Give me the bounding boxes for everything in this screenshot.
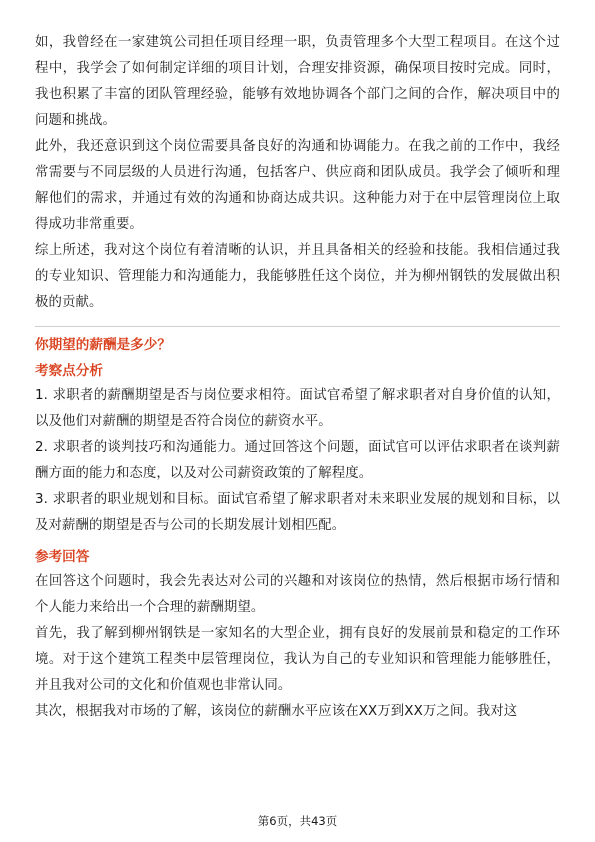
answer-paragraph: 其次，根据我对市场的了解，该岗位的薪酬水平应该在XX万到XX万之间。我对这 bbox=[35, 704, 518, 719]
page-number: 第6页，共43页 bbox=[257, 814, 338, 828]
analysis-item: 1. 求职者的薪酬期望是否与岗位要求相符。面试官希望了解求职者对自身价值的认知，以及他们对薪酬的期望是否符合岗位的薪资水平。 bbox=[35, 388, 560, 429]
intro-paragraph: 综上所述，我对这个岗位有着清晰的认识，并且具备相关的经验和技能。我相信通过我的专业知识、管理能力和沟通能力，我能够胜任这个岗位，并为柳州钢铁的发展做出积极的贡献。 bbox=[35, 243, 560, 310]
document-page bbox=[35, 30, 560, 725]
section-divider bbox=[35, 326, 560, 327]
answer-heading: 参考回答 bbox=[35, 549, 90, 565]
analysis-item: 2. 求职者的谈判技巧和沟通能力。通过回答这个问题，面试官可以评估求职者在谈判薪酬方面的能力和态度，以及对公司薪资政策的了解程度。 bbox=[35, 440, 560, 481]
analysis-item: 3. 求职者的职业规划和目标。面试官希望了解求职者对未来职业发展的规划和目标，以及对薪酬的期望是否与公司的长期发展计划相匹配。 bbox=[35, 492, 560, 533]
answer-paragraph: 首先，我了解到柳州钢铁是一家知名的大型企业，拥有良好的发展前景和稳定的工作环境。对于这个建筑工程类中层管理岗位，我认为自己的专业知识和管理能力能够胜任，并且我对公司的文化和价值观也非常认同。 bbox=[35, 626, 560, 693]
question-heading: 你期望的薪酬是多少？ bbox=[35, 337, 171, 353]
analysis-heading: 考察点分析 bbox=[35, 363, 103, 379]
intro-paragraph: 此外，我还意识到这个岗位需要具备良好的沟通和协调能力。在我之前的工作中，我经常需要与不同层级的人员进行沟通，包括客户、供应商和团队成员。我学会了倾听和理解他们的需求，并通过有效的沟通和协商达成共识。这种能力对于在中层管理岗位上取得成功非常重要。 bbox=[35, 139, 560, 232]
answer-paragraph: 在回答这个问题时，我会先表达对公司的兴趣和对该岗位的热情，然后根据市场行情和个人能力来给出一个合理的薪酬期望。 bbox=[35, 574, 560, 615]
intro-paragraph: 如，我曾经在一家建筑公司担任项目经理一职，负责管理多个大型工程项目。在这个过程中，我学会了如何制定详细的项目计划，合理安排资源，确保项目按时完成。同时，我也积累了丰富的团队管理经验，能够有效地协调各个部门之间的合作，解决项目中的问题和挑战。 bbox=[35, 35, 560, 128]
